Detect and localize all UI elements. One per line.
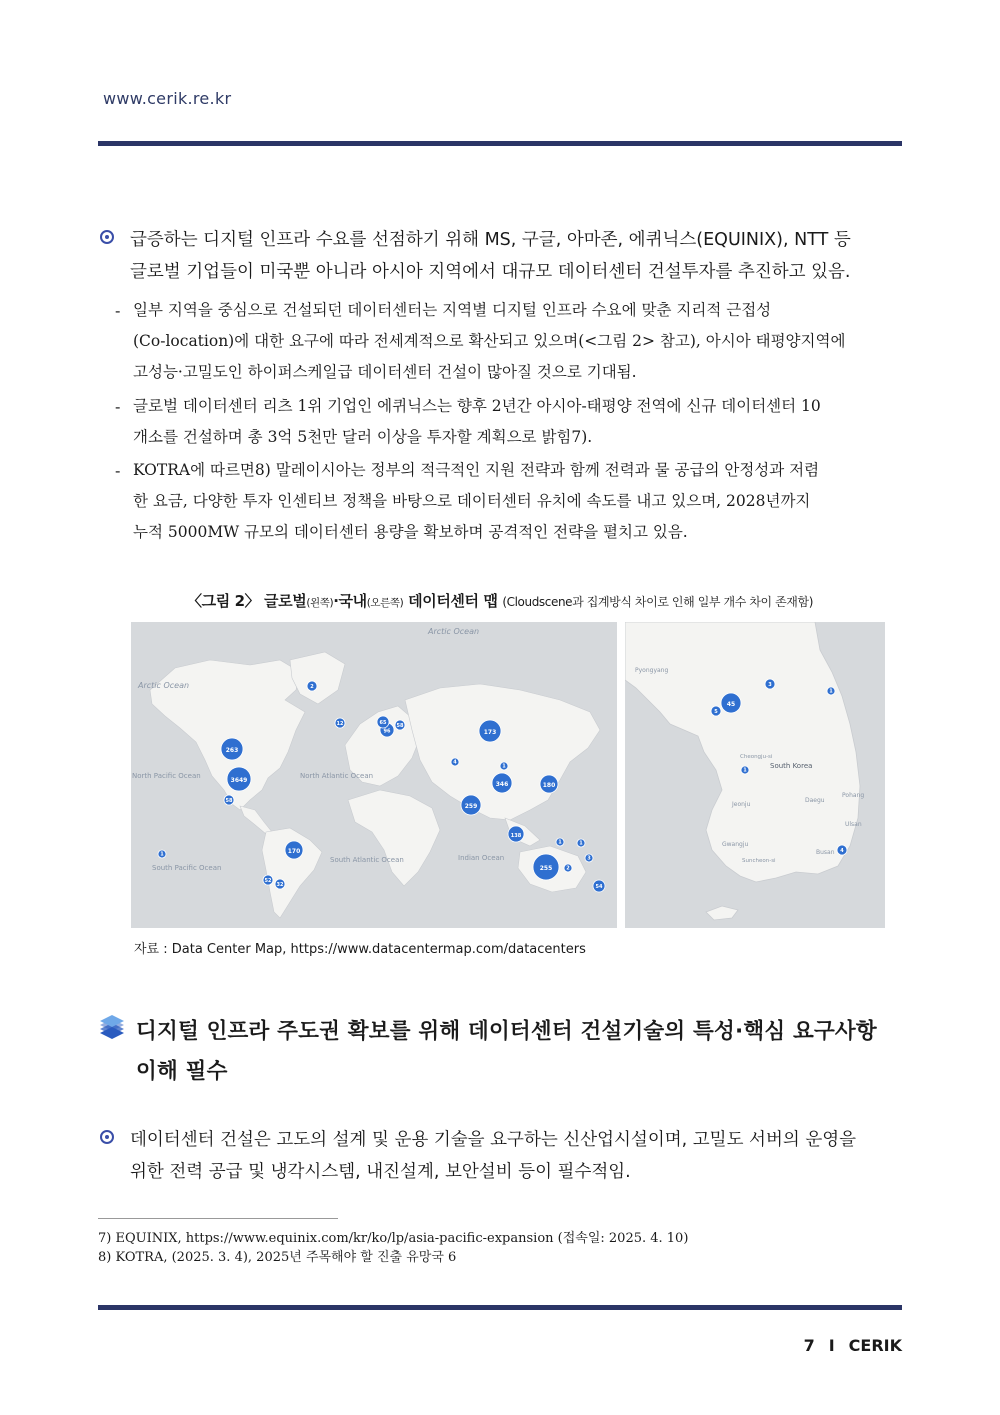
korea-marker-label: 5 (714, 708, 718, 715)
footer-separator: I (828, 1336, 835, 1355)
label-south-korea: South Korea (770, 762, 813, 770)
world-marker-label: 1 (160, 851, 164, 858)
label-north-pacific: North Pacific Ocean (132, 772, 201, 780)
world-marker-label: 173 (483, 728, 497, 736)
dash3-line2: 한 요금, 다양한 투자 인센티브 정책을 바탕으로 데이터센터 유치에 속도를 내고 있으며, 2028년까지 (133, 492, 811, 510)
bullet-paragraph-2 (100, 1124, 902, 1188)
world-marker-label: 263 (225, 746, 239, 754)
world-marker-label: 3 (587, 855, 591, 862)
world-marker-label: 259 (464, 802, 478, 810)
dash3-line3: 누적 5000MW 규모의 데이터센터 용량을 확보하며 공격적인 전략을 펼치고 있음. (133, 523, 688, 541)
page-footer (790, 1336, 902, 1355)
korea-marker-label: 1 (743, 767, 747, 774)
page-number: 7 (803, 1336, 815, 1355)
caption-left: (왼쪽) (306, 597, 334, 609)
label-arctic-1: Arctic Ocean (138, 681, 190, 690)
bullet2-line1: 데이터센터 건설은 고도의 설계 및 운용 기술을 요구하는 신산업시설이며, 고밀도 서버의 운영을 (130, 1130, 857, 1150)
dash1-line2: (Co-location)에 대한 요구에 따라 전세계적으로 확산되고 있으며(<그림 2> 참고), 아시아 태평양지역에 (133, 332, 846, 350)
caption-title: 데이터센터 맵 (403, 592, 503, 610)
section-heading (98, 1012, 902, 1092)
label-arctic-2: Arctic Ocean (428, 627, 480, 636)
korea-marker-label: 45 (726, 700, 736, 708)
bullet-paragraph-1 (100, 224, 902, 288)
circle-bullet-icon (100, 1130, 114, 1144)
dash1-line1: 일부 지역을 중심으로 건설되던 데이터센터는 지역별 디지털 인프라 수요에 맞춘 지리적 근접성 (133, 301, 772, 319)
dash2-line2: 개소를 건설하며 총 3억 5천만 달러 이상을 투자할 계획으로 밝힘7). (133, 428, 593, 446)
footnote-divider (98, 1218, 338, 1219)
world-map-svg (131, 622, 617, 928)
dash3-line1: KOTRA에 따르면8) 말레이시아는 정부의 적극적인 지원 전략과 함께 전력과 물 공급의 안정성과 저렴 (133, 461, 820, 479)
dash-marker: - (115, 397, 121, 416)
world-marker-label: 2 (310, 683, 314, 690)
world-marker-label: 3649 (230, 776, 248, 784)
footer-brand: CERIK (848, 1336, 902, 1355)
world-marker-label: 4 (453, 759, 457, 766)
world-marker-label: 138 (510, 832, 522, 839)
world-marker-label: 1 (502, 763, 506, 770)
section-line2: 이해 필수 (136, 1059, 228, 1084)
world-marker-label: 58 (225, 797, 233, 804)
label-indian: Indian Ocean (458, 854, 505, 862)
stacked-layers-icon (98, 1014, 126, 1042)
bullet2-line2: 위한 전력 공급 및 냉각시스템, 내진설계, 보안설비 등이 필수적임. (130, 1162, 631, 1182)
world-marker-label: 96 (383, 728, 391, 735)
bullet1-line2: 글로벌 기업들이 미국뿐 아니라 아시아 지역에서 대규모 데이터센터 건설투자를 추진하고 있음. (130, 262, 851, 282)
section-line1: 디지털 인프라 주도권 확보를 위해 데이터센터 건설기술의 특성·핵심 요구사항 (136, 1019, 877, 1044)
korea-marker-label: 4 (840, 847, 844, 854)
bullet1-line1: 급증하는 디지털 인프라 수요를 선점하기 위해 MS, 구글, 아마존, 에퀴닉스(EQUINIX), NTT 등 (130, 230, 851, 250)
korea-map[interactable] (625, 622, 885, 928)
caption-right: (오른쪽) (366, 597, 404, 609)
world-marker-label: 255 (539, 864, 553, 872)
header-url[interactable]: www.cerik.re.kr (103, 89, 232, 108)
label-jeonju: Jeonju (732, 801, 751, 808)
label-busan: Busan (816, 849, 835, 856)
caption-mid: ·국내 (333, 592, 367, 610)
footer-rule (98, 1305, 902, 1310)
world-marker-label: 12 (336, 720, 344, 727)
header-rule (98, 141, 902, 146)
label-pohang: Pohang (842, 792, 865, 799)
korea-map-svg (625, 622, 885, 928)
caption-main: 〈그림 2〉 글로벌 (187, 592, 307, 610)
world-marker-label: 52 (264, 877, 272, 884)
label-suncheon: Suncheon-si (742, 858, 776, 864)
world-map[interactable] (131, 622, 617, 928)
footnote-8: 8) KOTRA, (2025. 3. 4), 2025년 주목해야 할 진출 유망국 6 (98, 1250, 457, 1265)
world-marker-label: 180 (542, 781, 556, 789)
world-marker-label: 170 (287, 847, 301, 855)
figure-source: 자료 : Data Center Map, https://www.datacentermap.com/datacenters (134, 942, 586, 957)
world-marker-label: 346 (495, 780, 509, 788)
dash-item (115, 295, 902, 388)
world-marker-label: 1 (558, 839, 562, 846)
korea-marker-label: 1 (829, 688, 833, 695)
circle-bullet-icon (100, 230, 114, 244)
world-marker-label: 58 (396, 722, 404, 729)
label-ulsan: Ulsan (845, 821, 862, 828)
world-marker-label: 32 (276, 881, 284, 888)
label-pyongyang: Pyongyang (635, 667, 669, 674)
dash2-line1: 글로벌 데이터센터 리츠 1위 기업인 에퀴닉스는 향후 2년간 아시아-태평양 전역에 신규 데이터센터 10 (133, 397, 821, 415)
label-daegu: Daegu (805, 797, 825, 804)
label-south-atlantic: South Atlantic Ocean (330, 856, 404, 864)
world-marker-label: 2 (566, 865, 570, 872)
caption-note: (Cloudscene과 집계방식 차이로 인해 일부 개수 차이 존재함) (502, 595, 813, 609)
dash-item (115, 391, 902, 453)
dash-item (115, 455, 902, 548)
footnote-7[interactable]: 7) EQUINIX, https://www.equinix.com/kr/ko/lp/asia-pacific-expansion (접속일: 2025. 4. 10) (98, 1231, 689, 1246)
label-gwangju: Gwangju (722, 841, 749, 848)
figure-caption (100, 590, 900, 611)
world-marker-label: 54 (595, 884, 603, 891)
label-north-atlantic: North Atlantic Ocean (300, 772, 374, 780)
dash-marker: - (115, 301, 121, 320)
korea-marker-label: 3 (768, 681, 772, 688)
world-marker-label: 65 (379, 720, 387, 727)
dash1-line3: 고성능·고밀도인 하이퍼스케일급 데이터센터 건설이 많아질 것으로 기대됨. (133, 363, 637, 381)
world-marker-label: 1 (579, 840, 583, 847)
dash-marker: - (115, 461, 121, 480)
label-south-pacific: South Pacific Ocean (152, 864, 222, 872)
label-cheongju: Cheongju-si (740, 754, 773, 760)
